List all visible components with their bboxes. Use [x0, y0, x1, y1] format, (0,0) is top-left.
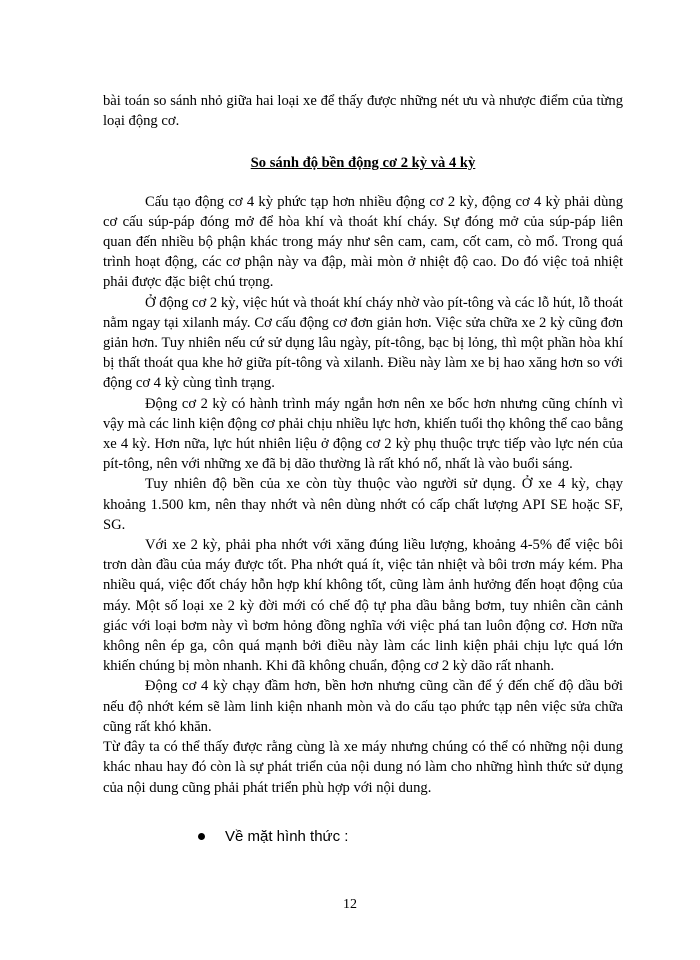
page-number: 12 [343, 897, 357, 912]
document-body [103, 91, 623, 798]
conclusion-paragraph: Từ đây ta có thể thấy được rằng cùng là xe máy nhưng chúng có thể có những nội dung khác nhau hay đó còn là sự phát triển của nội dung nó làm cho những hình thức sử dụng của nội dung cũng phải phát triển phù hợp với nội dung. [103, 739, 623, 796]
intro-paragraph: bài toán so sánh nhỏ giữa hai loại xe để thấy được những nét ưu và nhược điểm của từng loại động cơ. [103, 93, 623, 130]
paragraph-1: Cấu tạo động cơ 4 kỳ phức tạp hơn nhiều động cơ 2 kỳ, động cơ 4 kỳ phải dùng cơ cấu súp-páp đóng mở để hòa khí và thoát khí cháy. Sự đóng mở của súp-páp liên quan đến nhiều bộ phận khác trong máy như sên cam, cam, cốt cam, cò mổ. Trong quá trình hoạt động, các cơ phận này va đập, mài mòn ở nhiệt độ cao. Do đó việc toả nhiệt phải được đặc biệt chú trọng. [103, 193, 623, 291]
paragraph-5: Với xe 2 kỳ, phải pha nhớt với xăng đúng liều lượng, khoảng 4-5% để việc bôi trơn dàn đầu của máy được tốt. Pha nhớt quá ít, việc tản nhiệt và bôi trơn máy kém. Pha nhiều quá, việc đốt cháy hỗn hợp khí không tốt, cũng làm ảnh hưởng đến hoạt động của máy. Một số loại xe 2 kỳ đời mới có chế độ tự pha dầu bằng bơm, tuy nhiên cần cảnh giác với loại bơm này vì bơm hỏng đồng nghĩa với việc phá tan luôn động cơ. Hơn nữa không nên ép ga, côn quá mạnh bởi điều này làm các linh kiện phải chịu lực quá lớn khiến chúng bị mòn nhanh. Khi đã không chuẩn, động cơ 2 kỳ dão rất nhanh. [103, 537, 623, 675]
paragraph-4: Tuy nhiên độ bền của xe còn tùy thuộc vào người sử dụng. Ở xe 4 kỳ, chạy khoảng 1.500 km, nên thay nhớt và nên dùng nhớt có cấp chất lượng API SE hoặc SF, SG. [103, 476, 623, 533]
paragraph-6: Động cơ 4 kỳ chạy đầm hơn, bền hơn nhưng cũng cần để ý đến chế độ dầu bởi nếu độ nhớt kém sẽ làm linh kiện nhanh mòn và do cấu tạo phức tạp nên việc sửa chữa cũng rất khó khăn. [103, 678, 623, 735]
section-title: So sánh độ bền động cơ 2 kỳ và 4 kỳ [250, 155, 476, 172]
bullet-dot-icon [198, 833, 205, 840]
bullet-heading: Về mặt hình thức : [225, 828, 349, 845]
paragraph-3: Động cơ 2 kỳ có hành trình máy ngắn hơn nên xe bốc hơn nhưng cũng chính vì vậy mà các linh kiện động cơ phải chịu nhiều lực hơn, khiến tuổi thọ không thể cao bằng xe 4 kỳ. Hơn nữa, lực hút nhiên liệu ở động cơ 2 kỳ phụ thuộc trực tiếp vào lực nén của pít-tông, nên với những xe đã bị dão thường là rất khó nổ, nhất là vào buổi sáng. [103, 395, 623, 473]
paragraph-2: Ở động cơ 2 kỳ, việc hút và thoát khí cháy nhờ vào pít-tông và các lỗ hút, lỗ thoát nằm ngay tại xilanh máy. Cơ cấu động cơ đơn giản hơn. Việc sửa chữa xe 2 kỳ cũng đơn giản hơn. Tuy nhiên nếu cứ sử dụng lâu ngày, pít-tông, bạc bị lỏng, thì một phần hòa khí bị thất thoát qua khe hở giữa pít-tông và xilanh. Điều này làm xe bị hao xăng hơn so với động cơ 4 kỳ cùng tình trạng. [103, 294, 623, 392]
bullet-item [198, 828, 348, 845]
